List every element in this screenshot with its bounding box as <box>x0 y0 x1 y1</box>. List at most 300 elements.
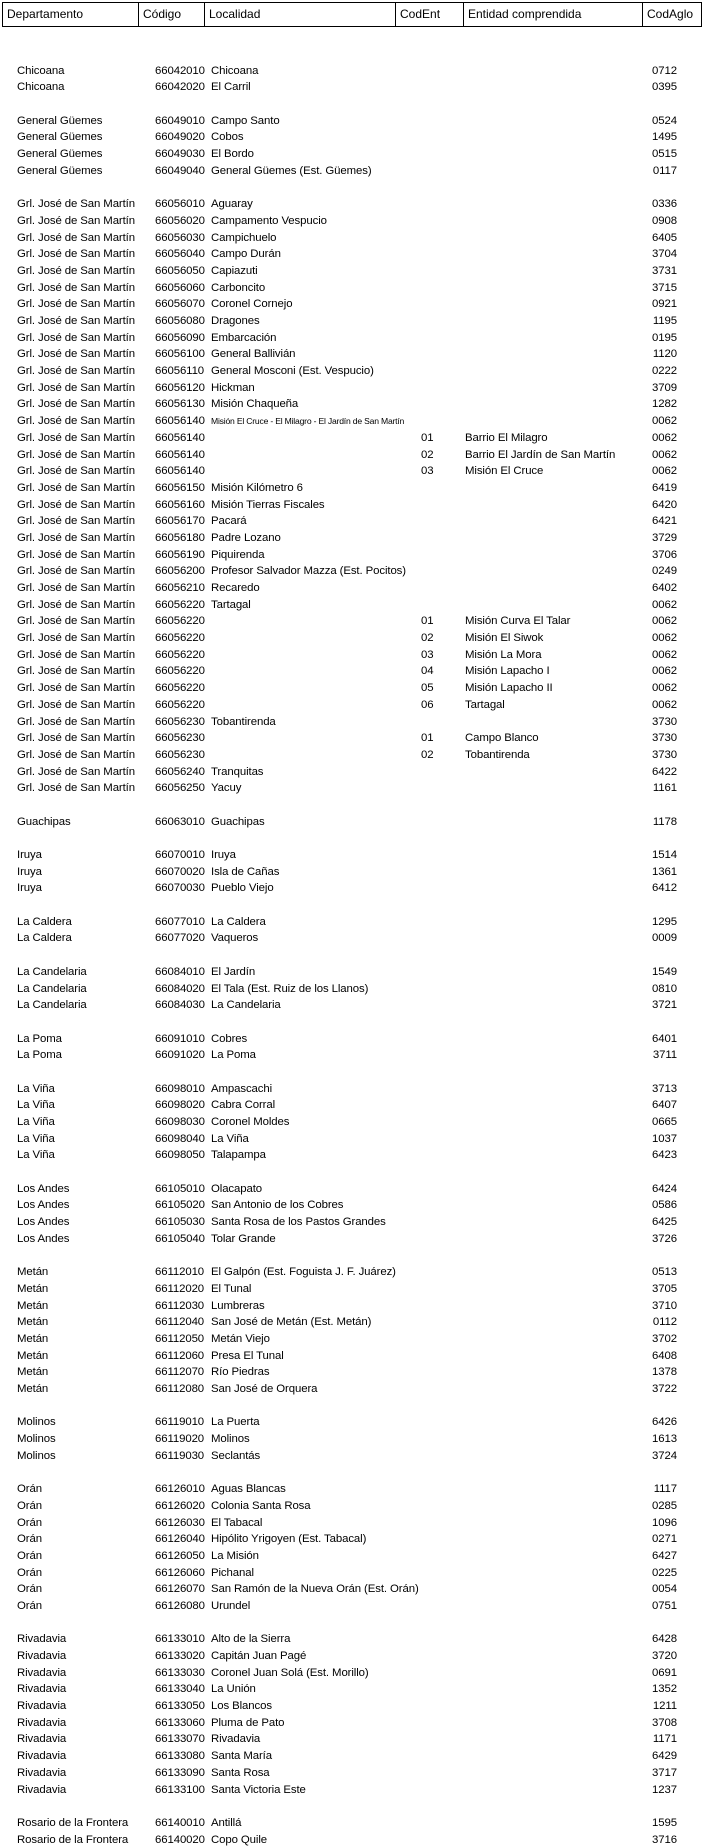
codigo-cell: 66133030 <box>155 1666 205 1679</box>
localidad-cell: Molinos <box>211 1433 250 1446</box>
codaglo-cell: 0112 <box>652 1316 677 1329</box>
table-row <box>0 1548 705 1565</box>
table-row <box>0 597 705 614</box>
departamento-cell: Grl. José de San Martín <box>17 381 135 394</box>
codaglo-cell: 1361 <box>652 865 677 878</box>
departamento-cell: Guachipas <box>17 815 71 828</box>
entidad-cell: Misión Lapacho II <box>465 682 553 695</box>
localidad-cell: Coronel Cornejo <box>211 298 293 311</box>
departamento-cell: La Poma <box>17 1049 62 1062</box>
codaglo-cell: 3729 <box>652 531 677 544</box>
codaglo-cell: 1195 <box>652 315 677 327</box>
table-row <box>0 730 705 747</box>
codigo-cell: 66056220 <box>155 665 205 678</box>
departamento-cell: Grl. José de San Martín <box>17 782 135 795</box>
departamento-cell: Chicoana <box>17 64 65 77</box>
codigo-cell: 66056220 <box>155 615 205 628</box>
departamento-cell: La Viña <box>17 1082 55 1095</box>
codigo-cell: 66056170 <box>155 515 205 528</box>
localidad-cell: Río Piedras <box>211 1366 270 1379</box>
table-row <box>0 1431 705 1448</box>
table-row <box>0 580 705 597</box>
localidad-cell: Piquirenda <box>211 548 265 561</box>
localidad-cell: La Poma <box>211 1049 256 1062</box>
departamento-cell: Grl. José de San Martín <box>17 598 135 611</box>
localidad-cell: Rivadavia <box>211 1733 261 1746</box>
localidad-cell: Santa Rosa <box>211 1766 270 1779</box>
table-row <box>0 1364 705 1381</box>
table-row <box>0 964 705 981</box>
localidad-cell: Vaqueros <box>211 932 259 945</box>
table-row <box>0 1565 705 1582</box>
codigo-cell: 66112070 <box>155 1366 205 1379</box>
departamento-cell: Orán <box>17 1516 42 1529</box>
codigo-cell: 66091020 <box>155 1049 205 1062</box>
localidad-cell: Misión Chaqueña <box>211 398 299 411</box>
codigo-cell: 66119010 <box>155 1416 205 1429</box>
codigo-cell: 66133050 <box>155 1700 205 1713</box>
codigo-cell: 66133040 <box>155 1683 205 1696</box>
table-row <box>0 230 705 247</box>
codigo-cell: 66112010 <box>155 1266 205 1279</box>
table-row <box>0 1214 705 1231</box>
codaglo-cell: 0751 <box>652 1599 677 1612</box>
localidad-cell: Cabra Corral <box>211 1099 276 1112</box>
localidad-cell: Presa El Tunal <box>211 1349 284 1362</box>
entidad-cell: Misión La Mora <box>465 648 542 661</box>
table-row <box>0 1531 705 1548</box>
table-row <box>0 246 705 263</box>
departamento-cell: Los Andes <box>17 1182 70 1195</box>
table-row <box>0 530 705 547</box>
codaglo-cell: 3716 <box>652 1833 677 1846</box>
header-entidad: Entidad comprendida <box>463 2 643 27</box>
localidad-cell: Misión Tierras Fiscales <box>211 498 325 511</box>
localidad-cell: General Ballivián <box>211 348 296 361</box>
codigo-cell: 66049020 <box>155 131 205 144</box>
table-row <box>0 1681 705 1698</box>
localidad-cell: Alto de la Sierra <box>211 1633 291 1646</box>
departamento-cell: La Caldera <box>17 932 72 945</box>
departamento-cell: Grl. José de San Martín <box>17 315 135 327</box>
codigo-cell: 66063010 <box>155 815 205 828</box>
codaglo-cell: 0524 <box>652 114 677 127</box>
codaglo-cell: 6419 <box>652 481 677 494</box>
codaglo-cell: 3711 <box>652 1049 677 1062</box>
table-row <box>0 346 705 363</box>
table-row <box>0 280 705 297</box>
codigo-cell: 66126050 <box>155 1549 205 1562</box>
codigo-cell: 66126080 <box>155 1599 205 1612</box>
entidad-cell: Tartagal <box>465 698 505 711</box>
codaglo-cell: 6408 <box>652 1349 677 1362</box>
codaglo-cell: 0515 <box>652 148 677 161</box>
departamento-cell: Grl. José de San Martín <box>17 415 135 428</box>
codaglo-cell: 0195 <box>652 331 677 344</box>
localidad-cell: La Caldera <box>211 915 266 928</box>
codigo-cell: 66140010 <box>155 1816 205 1829</box>
codigo-cell: 66056220 <box>155 648 205 661</box>
header-codigo: Código <box>138 2 205 27</box>
codigo-cell: 66112060 <box>155 1349 205 1362</box>
codigo-cell: 66042010 <box>155 64 205 77</box>
codigo-cell: 66049010 <box>155 114 205 127</box>
table-row <box>0 697 705 714</box>
localidad-cell: Campo Durán <box>211 248 281 261</box>
codigo-cell: 66112040 <box>155 1316 205 1329</box>
codaglo-cell: 1352 <box>652 1683 677 1696</box>
departamento-cell: La Candelaria <box>17 999 87 1012</box>
table-row <box>0 1081 705 1098</box>
localidad-cell: El Jardín <box>211 965 256 978</box>
codigo-cell: 66056090 <box>155 331 205 344</box>
codaglo-cell: 6427 <box>652 1549 677 1562</box>
codaglo-cell: 3704 <box>652 248 677 261</box>
localidad-cell: El Galpón (Est. Foguista J. F. Juárez) <box>211 1266 396 1279</box>
departamento-cell: Iruya <box>17 849 42 861</box>
departamento-cell: General Güemes <box>17 164 103 177</box>
codaglo-cell: 0062 <box>652 431 677 444</box>
codent-cell: 04 <box>421 665 434 678</box>
table-row <box>0 714 705 731</box>
entidad-cell: Tobantirenda <box>465 748 530 761</box>
table-row <box>0 864 705 881</box>
codaglo-cell: 0062 <box>652 632 677 645</box>
codaglo-cell: 6425 <box>652 1216 677 1229</box>
localidad-cell: Pueblo Viejo <box>211 882 274 895</box>
codaglo-cell: 0062 <box>652 598 677 611</box>
departamento-cell: Rosario de la Frontera <box>17 1816 129 1829</box>
codaglo-cell: 6422 <box>652 765 677 778</box>
codigo-cell: 66056120 <box>155 381 205 394</box>
localidad-cell: Los Blancos <box>211 1700 272 1713</box>
codigo-cell: 66077010 <box>155 915 205 928</box>
codigo-cell: 66119030 <box>155 1449 205 1462</box>
codaglo-cell: 1378 <box>652 1366 677 1379</box>
codaglo-cell: 3730 <box>652 732 677 745</box>
codigo-cell: 66133070 <box>155 1733 205 1746</box>
codaglo-cell: 3724 <box>652 1449 677 1462</box>
codigo-cell: 66056010 <box>155 198 205 211</box>
codaglo-cell: 1171 <box>652 1733 677 1746</box>
localidad-cell: El Tabacal <box>211 1516 263 1529</box>
table-row <box>0 1515 705 1532</box>
codaglo-cell: 0908 <box>652 214 677 227</box>
codigo-cell: 66098010 <box>155 1082 205 1095</box>
codaglo-cell: 0062 <box>652 448 677 461</box>
codaglo-cell: 0285 <box>652 1499 677 1512</box>
codigo-cell: 66098050 <box>155 1149 205 1162</box>
codaglo-cell: 0062 <box>652 415 677 428</box>
departamento-cell: Metán <box>17 1266 49 1279</box>
codaglo-cell: 0062 <box>652 665 677 678</box>
codaglo-cell: 0691 <box>652 1666 677 1679</box>
table-row <box>0 497 705 514</box>
codigo-cell: 66112020 <box>155 1282 205 1295</box>
table-row <box>0 1281 705 1298</box>
codaglo-cell: 1613 <box>652 1433 677 1446</box>
table-row <box>0 313 705 330</box>
codent-cell: 02 <box>421 748 434 761</box>
codaglo-cell: 3713 <box>652 1082 677 1095</box>
codigo-cell: 66056140 <box>155 465 205 478</box>
codigo-cell: 66133100 <box>155 1783 205 1796</box>
departamento-cell: Metán <box>17 1383 49 1395</box>
codaglo-cell: 1178 <box>652 815 677 828</box>
codigo-cell: 66056160 <box>155 498 205 511</box>
departamento-cell: Los Andes <box>17 1216 70 1229</box>
table-row <box>0 1264 705 1281</box>
codaglo-cell: 3730 <box>652 748 677 761</box>
codaglo-cell: 3717 <box>652 1766 677 1779</box>
codaglo-cell: 6407 <box>652 1099 677 1112</box>
localidad-cell: Dragones <box>211 315 260 327</box>
table-row <box>0 213 705 230</box>
codigo-cell: 66056150 <box>155 481 205 494</box>
localidad-cell: La Viña <box>211 1132 249 1145</box>
localidad-cell: El Tunal <box>211 1282 252 1295</box>
localidad-cell: Coronel Juan Solá (Est. Morillo) <box>211 1666 369 1679</box>
table-row <box>0 196 705 213</box>
departamento-cell: Grl. José de San Martín <box>17 365 135 378</box>
departamento-cell: La Poma <box>17 1032 62 1045</box>
codaglo-cell: 0395 <box>652 81 677 94</box>
codigo-cell: 66056020 <box>155 214 205 227</box>
codaglo-cell: 6405 <box>652 231 677 244</box>
localidad-cell: La Candelaria <box>211 999 281 1012</box>
codigo-cell: 66133010 <box>155 1633 205 1646</box>
codaglo-cell: 6428 <box>652 1633 677 1646</box>
localidad-cell: Antillá <box>211 1816 242 1829</box>
localidad-cell: Misión Kilómetro 6 <box>211 481 303 494</box>
table-row <box>0 1581 705 1598</box>
departamento-cell: Rivadavia <box>17 1633 67 1646</box>
header-codent: CodEnt <box>395 2 464 27</box>
table-row <box>0 1731 705 1748</box>
departamento-cell: Grl. José de San Martín <box>17 632 135 645</box>
localidad-cell: La Unión <box>211 1683 256 1696</box>
localidad-cell: Embarcación <box>211 331 277 344</box>
codigo-cell: 66098040 <box>155 1132 205 1145</box>
codaglo-cell: 0225 <box>652 1566 677 1579</box>
table-row <box>0 680 705 697</box>
table-row <box>0 63 705 80</box>
departamento-cell: Grl. José de San Martín <box>17 281 135 294</box>
table-row <box>0 146 705 163</box>
table-row <box>0 1047 705 1064</box>
codigo-cell: 66049030 <box>155 148 205 161</box>
codaglo-cell: 1161 <box>652 782 677 795</box>
table-body <box>0 46 705 1848</box>
table-row <box>0 330 705 347</box>
codigo-cell: 66056140 <box>155 431 205 444</box>
departamento-cell: Molinos <box>17 1433 56 1446</box>
departamento-cell: Orán <box>17 1533 42 1546</box>
localidad-cell: El Bordo <box>211 148 254 161</box>
table-row <box>0 463 705 480</box>
departamento-cell: Grl. José de San Martín <box>17 348 135 361</box>
codigo-cell: 66126060 <box>155 1566 205 1579</box>
departamento-cell: Grl. José de San Martín <box>17 548 135 561</box>
departamento-cell: Rivadavia <box>17 1783 67 1796</box>
codent-cell: 03 <box>421 648 434 661</box>
table-row <box>0 380 705 397</box>
codaglo-cell: 1037 <box>652 1132 677 1145</box>
codaglo-cell: 1117 <box>653 1483 677 1496</box>
codaglo-cell: 0513 <box>652 1266 677 1279</box>
codigo-cell: 66056140 <box>155 448 205 461</box>
codaglo-cell: 3715 <box>652 281 677 294</box>
departamento-cell: Rivadavia <box>17 1650 67 1662</box>
table-row <box>0 163 705 180</box>
codent-cell: 01 <box>421 615 434 628</box>
header-departamento: Departamento <box>2 2 139 27</box>
codigo-cell: 66049040 <box>155 164 205 177</box>
table-row <box>0 1498 705 1515</box>
departamento-cell: General Güemes <box>17 148 103 161</box>
table-row <box>0 1481 705 1498</box>
codigo-cell: 66091010 <box>155 1032 205 1045</box>
localidad-cell: San Ramón de la Nueva Orán (Est. Orán) <box>211 1583 419 1596</box>
codigo-cell: 66056220 <box>155 632 205 645</box>
localidad-cell: San Antonio de los Cobres <box>211 1199 344 1212</box>
codaglo-cell: 6424 <box>652 1182 677 1195</box>
table-row <box>0 1832 705 1848</box>
table-row <box>0 1631 705 1648</box>
table-row <box>0 914 705 931</box>
localidad-cell: Isla de Cañas <box>211 865 280 878</box>
codigo-cell: 66098030 <box>155 1116 205 1128</box>
codaglo-cell: 6429 <box>652 1750 677 1763</box>
codaglo-cell: 1495 <box>652 131 677 144</box>
departamento-cell: Grl. José de San Martín <box>17 648 135 661</box>
codigo-cell: 66056230 <box>155 715 205 728</box>
header-localidad: Localidad <box>204 2 396 27</box>
codigo-cell: 66126020 <box>155 1499 205 1512</box>
departamento-cell: Grl. José de San Martín <box>17 465 135 478</box>
localidad-cell: Profesor Salvador Mazza (Est. Pocitos) <box>211 565 406 578</box>
table-row <box>0 1114 705 1131</box>
entidad-cell: Misión Lapacho I <box>465 665 550 678</box>
codigo-cell: 66070010 <box>155 849 205 861</box>
codaglo-cell: 0062 <box>652 465 677 478</box>
departamento-cell: Molinos <box>17 1449 56 1462</box>
codaglo-cell: 0062 <box>652 698 677 711</box>
table-row <box>0 1414 705 1431</box>
table-row <box>0 480 705 497</box>
codaglo-cell: 0271 <box>652 1533 677 1546</box>
localidad-cell: Chicoana <box>211 64 259 77</box>
localidad-cell: Tobantirenda <box>211 715 276 728</box>
codigo-cell: 66056130 <box>155 398 205 411</box>
localidad-cell: Metán Viejo <box>211 1332 270 1345</box>
localidad-cell: Cobos <box>211 131 244 144</box>
codaglo-cell: 0054 <box>652 1583 677 1596</box>
localidad-cell: Hipólito Yrigoyen (Est. Tabacal) <box>211 1533 367 1546</box>
codigo-cell: 66056040 <box>155 248 205 261</box>
codigo-cell: 66056110 <box>155 365 205 378</box>
localidad-cell: San José de Metán (Est. Metán) <box>211 1316 372 1329</box>
departamento-cell: Rivadavia <box>17 1750 67 1763</box>
codaglo-cell: 3726 <box>652 1232 677 1245</box>
codaglo-cell: 3702 <box>652 1332 677 1345</box>
table-row <box>0 396 705 413</box>
codent-cell: 03 <box>421 465 434 478</box>
table-row <box>0 930 705 947</box>
departamento-cell: Grl. José de San Martín <box>17 398 135 411</box>
localidad-cell: Coronel Moldes <box>211 1116 290 1128</box>
codaglo-cell: 6421 <box>652 515 677 528</box>
departamento-cell: Grl. José de San Martín <box>17 214 135 227</box>
table-row <box>0 981 705 998</box>
codigo-cell: 66133020 <box>155 1650 205 1662</box>
codigo-cell: 66119020 <box>155 1433 205 1446</box>
localidad-cell: Carboncito <box>211 281 266 294</box>
table-row <box>0 1598 705 1615</box>
codigo-cell: 66056200 <box>155 565 205 578</box>
departamento-cell: Grl. José de San Martín <box>17 198 135 211</box>
codigo-cell: 66084030 <box>155 999 205 1012</box>
entidad-cell: Barrio El Milagro <box>465 431 548 444</box>
codaglo-cell: 0009 <box>652 932 677 945</box>
codaglo-cell: 0249 <box>652 565 677 578</box>
table-row <box>0 1298 705 1315</box>
table-row <box>0 1782 705 1799</box>
table-row <box>0 880 705 897</box>
codaglo-cell: 6412 <box>652 882 677 895</box>
table-row <box>0 1314 705 1331</box>
localidad-cell: Campo Santo <box>211 114 280 127</box>
localidad-cell: Urundel <box>211 1599 251 1612</box>
codaglo-cell: 0665 <box>652 1116 677 1128</box>
table-row <box>0 1698 705 1715</box>
codaglo-cell: 6423 <box>652 1149 677 1162</box>
localidad-cell: San José de Orquera <box>211 1383 318 1395</box>
codaglo-cell: 1096 <box>652 1516 677 1529</box>
codigo-cell: 66056140 <box>155 415 205 428</box>
codaglo-cell: 6401 <box>652 1032 677 1045</box>
table-row <box>0 1381 705 1398</box>
departamento-cell: Metán <box>17 1316 49 1329</box>
departamento-cell: Grl. José de San Martín <box>17 748 135 761</box>
localidad-cell: Recaredo <box>211 582 260 594</box>
codigo-cell: 66056230 <box>155 748 205 761</box>
table-row <box>0 1748 705 1765</box>
codaglo-cell: 6426 <box>652 1416 677 1429</box>
codigo-cell: 66056190 <box>155 548 205 561</box>
codaglo-cell: 1120 <box>652 348 677 361</box>
codaglo-cell: 1237 <box>652 1783 677 1796</box>
departamento-cell: Chicoana <box>17 81 65 94</box>
table-row <box>0 263 705 280</box>
header-codaglo: CodAglo <box>642 2 702 27</box>
localidad-cell: General Mosconi (Est. Vespucio) <box>211 365 374 378</box>
codaglo-cell: 3709 <box>652 381 677 394</box>
codent-cell: 01 <box>421 732 434 745</box>
localidad-cell: Guachipas <box>211 815 265 828</box>
codigo-cell: 66084010 <box>155 965 205 978</box>
departamento-cell: Rivadavia <box>17 1716 67 1729</box>
table-row <box>0 780 705 797</box>
codaglo-cell: 6402 <box>652 582 677 594</box>
localidad-cell: Padre Lozano <box>211 531 281 544</box>
entidad-cell: Misión El Siwok <box>465 632 544 645</box>
localidad-cell: Lumbreras <box>211 1299 265 1312</box>
codigo-cell: 66056060 <box>155 281 205 294</box>
departamento-cell: Molinos <box>17 1416 56 1429</box>
table-row <box>0 1448 705 1465</box>
departamento-cell: Orán <box>17 1549 42 1562</box>
